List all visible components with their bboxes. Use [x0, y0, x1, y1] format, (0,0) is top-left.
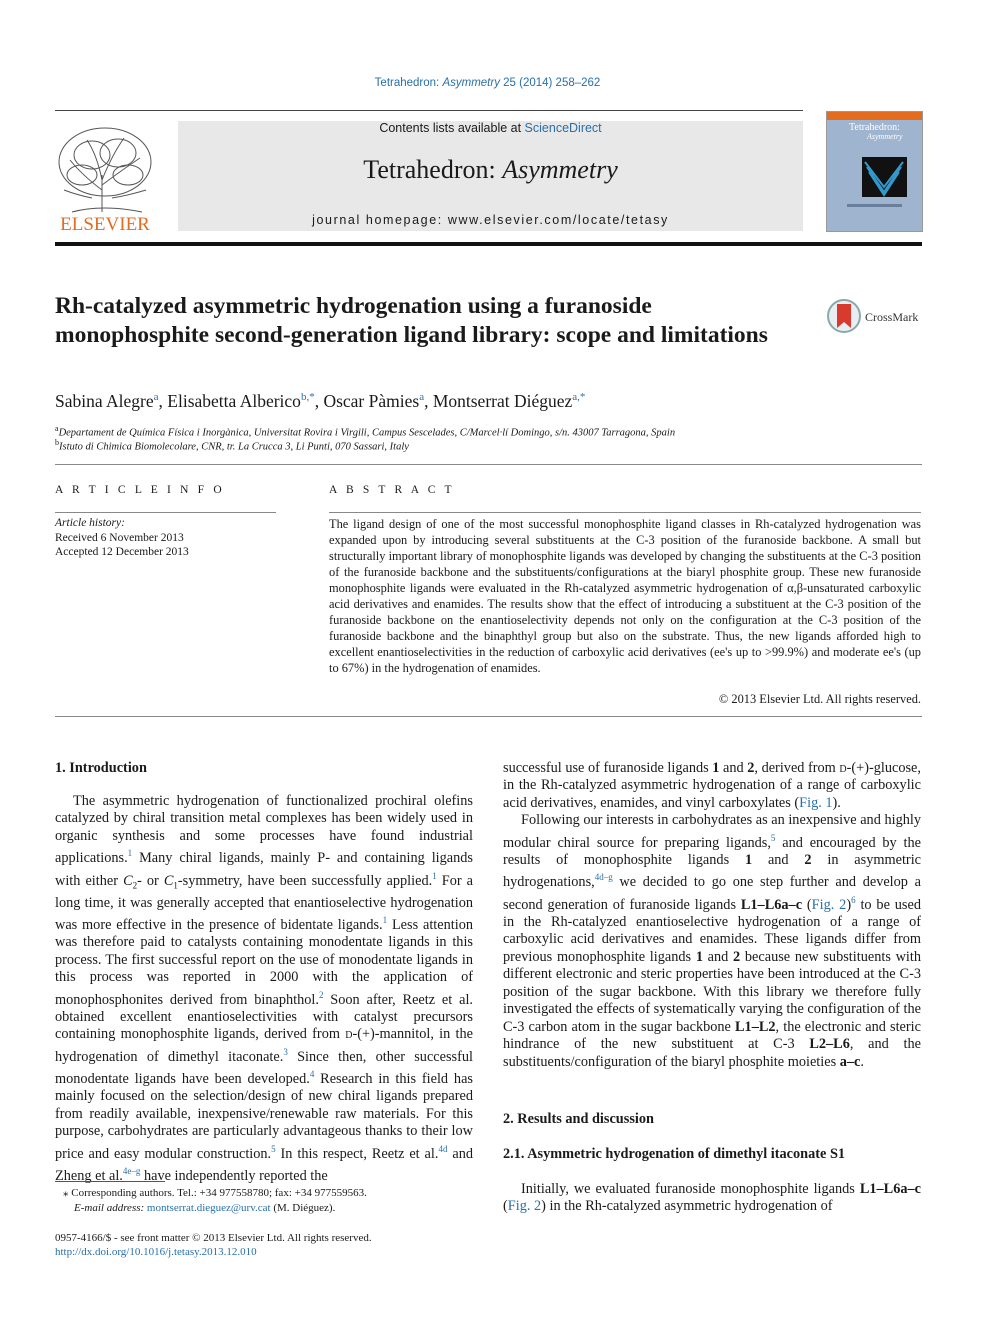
publisher-name: ELSEVIER: [60, 214, 150, 234]
issn-line: 0957-4166/$ - see front matter © 2013 Elsevier Ltd. All rights reserved.: [55, 1232, 372, 1244]
footnote-rule: [55, 1181, 165, 1182]
author-affil-mark: a,*: [572, 391, 586, 404]
journal-cover-image[interactable]: [826, 111, 923, 232]
divider: [329, 512, 921, 513]
section-heading-results: 2. Results and discussion: [503, 1111, 654, 1127]
header-rule: [55, 110, 803, 111]
results-paragraph: Initially, we evaluated furanoside monophosphite ligands L1–L6a–c (Fig. 2) in the Rh-catalyzed asymmetric hydrogenation of: [503, 1181, 921, 1215]
article-history: [55, 516, 285, 560]
author-affil-mark: b,*: [300, 391, 315, 404]
affiliation-a: $^a$Departament de Química Física i Inorgànica, Universitat Rovira i Virgili, Campus Sescelades, C/Marcel·lí Domingo, s/n. 43007 Tarragona, Spain: [55, 424, 676, 439]
intro-continued: successful use of furanoside ligands 1 and 2, derived from d-(+)-glucose, in the Rh-catalyzed asymmetric hydrogenation of a range of carboxylic acid derivatives, enamides, and vinyl carboxylates (Fig. 1). Following our interests in carbohydrates as an inexpensive and highly modular chiral source for preparing ligands,$^5$ and encouraged by the results of monophosphite ligands 1 and 2 in asymmetric hydrogenations,$^{4d-g}$ we decided to go one step further and develop a second generation of furanoside ligands L1–L6a–c (Fig. 2)$^6$ to be used in the Rh-catalyzed enantioselective hydrogenation of a range of carboxylic acid derivatives and enamides. These ligands differ from previous monophosphite ligands 1 and 2 because new substituents with different electronic and steric properties have been introduced at the C-3 position of the sugar backbone. With this library we therefore fully investigated the effects of systematically varying the configuration of the C-3 carbon atom in the sugar backbone L1–L2, the electronic and steric hindrance of the new substituent at C-3 L2–L6, and the substituents/configuration of the biaryl phosphite moieties a–c.: [503, 760, 922, 1070]
elsevier-logo[interactable]: [52, 120, 158, 234]
author-affil-mark: a: [419, 391, 425, 404]
divider: [55, 512, 276, 513]
crossmark-label: CrossMark: [865, 310, 919, 324]
subsection-heading: 2.1. Asymmetric hydrogenation of dimethyl itaconate S1: [503, 1146, 846, 1162]
intro-paragraph: The asymmetric hydrogenation of functionalized prochiral olefins catalyzed by chiral transition metal complexes has been widely used in organic synthesis and some processes have found industrial applications.$^1$ Many chiral ligands, mainly P- and containing ligands with either $C_2-$ or $C_1$-symmetry, have been successfully applied.$^1$ For a long time, it was generally accepted that enantioselective hydrogenation was more effective in the presence of bidentate ligands.$^1$ Less attention was therefore paid to catalysts containing monodentate ligands in this process. The first successful report on the use of monodentate ligands in this process was reported in 2000 with the application of monophosphonites derived from binaphthol.$^2$ Soon after, Reetz et al. obtained excellent enantioselectivities with catalyst precursors containing monophosphite ligands, derived from d-(+)-mannitol, in the hydrogenation of dimethyl itaconate.$^3$ Since then, other successful monodentate ligands have been developed.$^4$ Research in this field has mainly focused on the selection/design of new chiral ligands prepared from readily available, inexpensive/renewable raw materials. For this purpose, carbohydrates are particularly advantageous thanks to their low price and easy modular construction.$^5$ In this respect, Reetz et al.$^{4d}$ and Zheng et al.$^{4e-g}$ have independently reported the: [55, 793, 474, 1184]
contents-line: Contents lists available at ScienceDirect: [379, 121, 602, 135]
cover-title: Tetrahedron:: [849, 122, 900, 133]
doi-link[interactable]: http://dx.doi.org/10.1016/j.tetasy.2013.12.010: [55, 1246, 257, 1258]
abstract-heading: A B S T R A C T: [329, 484, 455, 496]
journal-homepage[interactable]: journal homepage: www.elsevier.com/locate/tetasy: [312, 213, 669, 227]
author-affil-mark: a: [153, 391, 159, 404]
affiliation-b: $^b$Istuto di Chimica Biomolecolare, CNR, tr. La Crucca 3, Li Punti, 070 Sassari, Italy: [55, 438, 409, 453]
author-name: Elisabetta Alberico: [167, 391, 301, 411]
sciencedirect-link[interactable]: ScienceDirect: [524, 121, 602, 135]
author-list: Sabina Alegre$^a$, Elisabetta Alberico$^{b,*}$, Oscar Pàmies$^a$, Montserrat Diéguez$^{a,*}$: [55, 391, 586, 411]
header-thick-rule: [55, 242, 922, 246]
corresponding-author-note: ⁎ Corresponding authors. Tel.: +34 977558780; fax: +34 977559563. E-mail address: montserrat.dieguez@urv.cat (M. Diéguez).: [63, 1187, 367, 1214]
section-heading-introduction: 1. Introduction: [55, 760, 147, 776]
author-name: Montserrat Diéguez: [432, 391, 573, 411]
article-info-heading: A R T I C L E I N F O: [55, 484, 225, 496]
abstract-copyright: © 2013 Elsevier Ltd. All rights reserved.: [718, 692, 921, 706]
crossmark-badge[interactable]: [826, 296, 926, 336]
abstract-text: The ligand design of one of the most successful monophosphite ligand classes in Rh-catalyzed hydrogenation was expanded upon by introducing several substituents at the C-3 position of the furanoside backbone. A small but structurally important library of monophosphite ligands was developed by changing the substituents at the C-3 position of the furanoside backbone and the substituents/configurations at the biaryl phosphite group. These new furanoside monophosphite ligands were evaluated in the Rh-catalyzed asymmetric hydrogenation of α,β-unsaturated carboxylic acid derivatives and enamides. The results show that the effect of introducing a substituent at the C-3 position of the furanoside backbone on the enantioselectivity depends not only on the configuration at the C-3 position of the furanoside backbone and the binaphthyl group but also on the substrate. Thus, the new ligands afforded high to excellent enantioselectivities in the reduction of carboxylic acid derivatives (ee's up to >99.9%) and moderate ee's (up to 67%) in the hydrogenation of enamides.: [329, 517, 921, 675]
author-email-link[interactable]: montserrat.dieguez@urv.cat: [146, 1201, 271, 1214]
author-name: Sabina Alegre: [55, 391, 154, 411]
journal-citation[interactable]: Tetrahedron: Asymmetry 25 (2014) 258–262: [374, 77, 601, 89]
cover-subtitle: Asymmetry: [867, 132, 903, 141]
article-title: Rh-catalyzed asymmetric hydrogenation using a furanoside monophosphite second-generation ligand library: scope and limitations: [55, 293, 768, 348]
journal-name: Tetrahedron: Asymmetry: [363, 155, 618, 184]
divider: [55, 464, 922, 465]
history-label: Article history:: [55, 517, 125, 529]
accepted-date: Accepted 12 December 2013: [55, 546, 189, 559]
received-date: Received 6 November 2013: [55, 531, 184, 544]
divider: [55, 716, 922, 717]
author-name: Oscar Pàmies: [323, 391, 420, 411]
